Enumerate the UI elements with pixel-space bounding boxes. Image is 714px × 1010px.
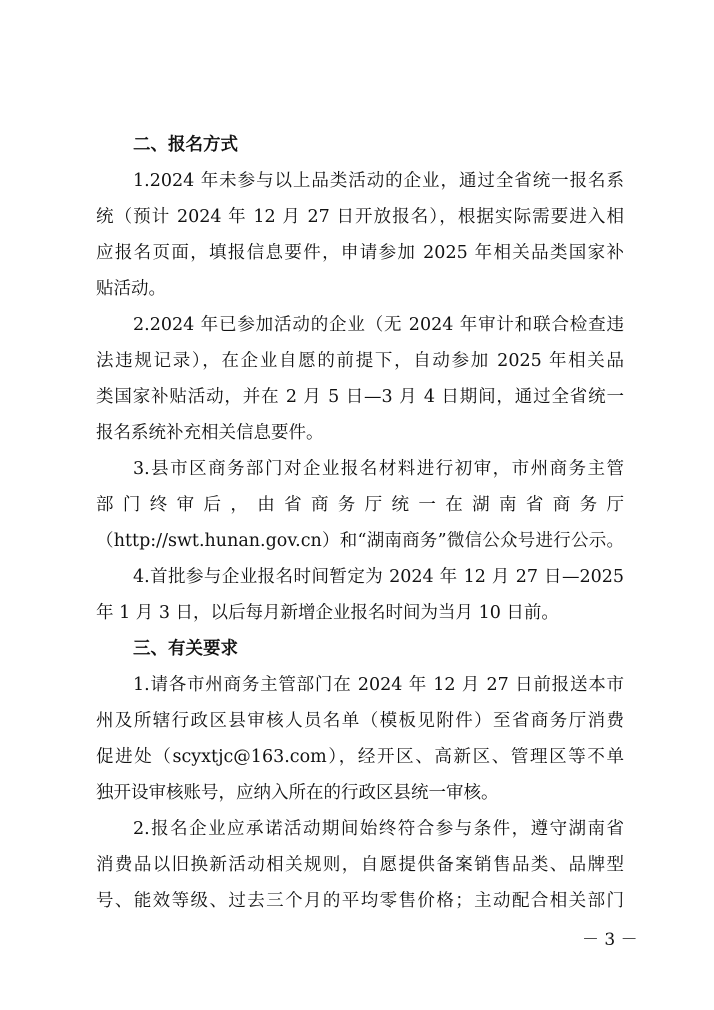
paragraph-line: 类国家补贴活动，并在 2 月 5 日—3 月 4 日期间，通过全省统一: [96, 387, 624, 407]
paragraph-line: 独开设审核账号，应纳入所在的行政区县统一审核。: [96, 783, 499, 803]
paragraph-line: 年 1 月 3 日，以后每月新增企业报名时间为当月 10 日前。: [96, 603, 559, 623]
paragraph-line: 消费品以旧换新活动相关规则，自愿提供备案销售品类、品牌型: [96, 855, 624, 875]
paragraph-line: 贴活动。: [96, 279, 166, 299]
paragraph-line: 报名系统补充相关信息要件。: [96, 423, 324, 443]
paragraph-line: 部 门 终 审 后 ， 由 省 商 务 厅 统 一 在 湖 南 省 商 务 厅: [96, 495, 624, 515]
paragraph-line: 法违规记录），在企业自愿的前提下，自动参加 2025 年相关品: [96, 351, 624, 371]
paragraph-line-with-url: （http://swt.hunan.gov.cn）和“湖南商务”微信公众号进行公示。: [96, 531, 624, 551]
paragraph-line: 统（预计 2024 年 12 月 27 日开放报名），根据实际需要进入相: [96, 207, 624, 227]
section-heading-requirements: 三、有关要求: [133, 639, 238, 659]
paragraph-line-with-email: 促进处（scyxtjc@163.com），经开区、高新区、管理区等不单: [96, 747, 624, 767]
paragraph-line: 2.报名企业应承诺活动期间始终符合参与条件，遵守湖南省: [133, 819, 624, 839]
page-number: － 3 －: [582, 930, 638, 950]
paragraph-line: 3.县市区商务部门对企业报名材料进行初审，市州商务主管: [133, 459, 624, 479]
paragraph-line: 应报名页面，填报信息要件，申请参加 2025 年相关品类国家补: [96, 243, 624, 263]
section-heading-registration-method: 二、报名方式: [133, 135, 238, 155]
paragraph-line: 号、能效等级、过去三个月的平均零售价格；主动配合相关部门: [96, 891, 624, 911]
paragraph-line: 2.2024 年已参加活动的企业（无 2024 年审计和联合检查违: [133, 315, 624, 335]
paragraph-line: 4.首批参与企业报名时间暂定为 2024 年 12 月 27 日—2025: [133, 567, 624, 587]
paragraph-line: 州及所辖行政区县审核人员名单（模板见附件）至省商务厅消费: [96, 711, 624, 731]
paragraph-line: 1.2024 年未参与以上品类活动的企业，通过全省统一报名系: [133, 171, 624, 191]
paragraph-line: 1.请各市州商务主管部门在 2024 年 12 月 27 日前报送本市: [133, 675, 624, 695]
